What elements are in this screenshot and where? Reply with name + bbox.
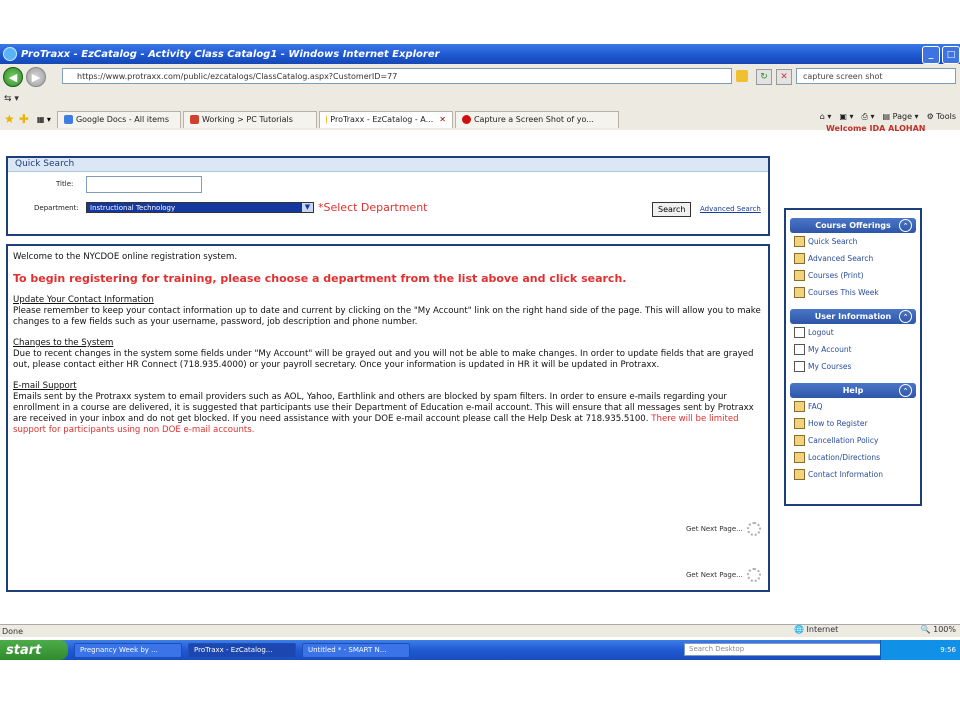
status-bar xyxy=(0,624,960,637)
minimize-button[interactable]: _ xyxy=(922,46,940,64)
required-note: *Select Department xyxy=(318,201,428,214)
welcome-text: Welcome IDA ALOHAN xyxy=(826,124,926,133)
collapse-icon[interactable]: ⌃ xyxy=(899,310,912,323)
browser-search-input[interactable]: capture screen shot xyxy=(796,68,956,84)
tools-menu[interactable]: ⚙ Tools xyxy=(926,112,956,121)
print-icon[interactable]: ⎙ ▾ xyxy=(861,112,875,121)
title-input[interactable] xyxy=(86,176,202,193)
search-button[interactable]: Search xyxy=(652,202,691,217)
links-icon[interactable]: ⇆ ▾ xyxy=(4,94,19,104)
chevron-down-icon[interactable]: ▼ xyxy=(301,202,314,213)
browser-window xyxy=(0,44,960,660)
sidebar-item-location-directions[interactable]: Location/Directions xyxy=(786,449,920,466)
sidebar-item-quick-search[interactable]: Quick Search xyxy=(786,233,920,250)
section-heading: Changes to the System xyxy=(13,338,114,348)
folder-icon xyxy=(794,435,805,446)
support-note: There will be limited support for participants using non DOE e-mail accounts. xyxy=(13,414,739,435)
close-tab-icon[interactable]: ✕ xyxy=(439,115,446,124)
get-next-page-link[interactable]: Get Next Page... xyxy=(686,522,761,536)
document-icon xyxy=(794,327,805,338)
ie-page-icon xyxy=(326,115,327,124)
course-offerings-heading[interactable]: Course Offerings ⌃ xyxy=(790,218,916,233)
taskbar xyxy=(0,640,960,660)
welcome-panel xyxy=(6,244,770,592)
feeds-icon[interactable]: ▣ ▾ xyxy=(839,112,854,121)
get-next-page-link[interactable]: Get Next Page... xyxy=(686,568,761,582)
folder-icon xyxy=(794,418,805,429)
collapse-icon[interactable]: ⌃ xyxy=(899,219,912,232)
sidebar-item-my-account[interactable]: My Account xyxy=(786,341,920,358)
quick-tabs-icon[interactable]: ▦ ▾ xyxy=(36,114,51,124)
ie-icon xyxy=(3,47,17,61)
tutorials-icon xyxy=(190,115,199,124)
title-bar xyxy=(0,44,960,64)
url-field[interactable]: https://www.protraxx.com/public/ezcatalogs/ClassCatalog.aspx?CustomerID=77 xyxy=(62,68,732,84)
lock-icon[interactable] xyxy=(736,70,748,82)
department-label: Department: xyxy=(34,204,79,212)
title-label: Title: xyxy=(56,180,74,188)
tab-bar xyxy=(0,108,960,131)
folder-icon xyxy=(794,452,805,463)
clock: 9:56 xyxy=(940,646,956,654)
taskbar-item[interactable]: ProTraxx - EzCatalog... xyxy=(188,643,296,658)
links-bar xyxy=(0,90,960,109)
forward-button[interactable]: ▶ xyxy=(26,67,46,87)
tab-pc-tutorials[interactable]: Working > PC Tutorials xyxy=(183,111,317,128)
google-docs-icon xyxy=(64,115,73,124)
sidebar-item-courses-print[interactable]: Courses (Print) xyxy=(786,267,920,284)
maximize-button[interactable]: □ xyxy=(942,46,960,64)
quick-search-heading: Quick Search xyxy=(8,158,768,172)
capture-page-icon xyxy=(462,115,471,124)
sidebar-item-logout[interactable]: Logout xyxy=(786,324,920,341)
collapse-icon[interactable]: ⌃ xyxy=(899,384,912,397)
sidebar-item-cancellation-policy[interactable]: Cancellation Policy xyxy=(786,432,920,449)
sidebar xyxy=(784,208,922,506)
security-zone: 🌐 Internet xyxy=(794,625,839,634)
document-icon xyxy=(794,361,805,372)
sidebar-item-courses-this-week[interactable]: Courses This Week xyxy=(786,284,920,301)
section-heading: E-mail Support xyxy=(13,381,77,391)
folder-icon xyxy=(794,236,805,247)
back-button[interactable]: ◀ xyxy=(3,67,23,87)
help-heading[interactable]: Help ⌃ xyxy=(790,383,916,398)
department-select[interactable]: Instructional Technology xyxy=(86,202,314,213)
advanced-search-link[interactable]: Advanced Search xyxy=(700,205,761,213)
sidebar-item-advanced-search[interactable]: Advanced Search xyxy=(786,250,920,267)
favorites-star-icon[interactable]: ★ xyxy=(4,112,15,126)
folder-icon xyxy=(794,469,805,480)
section-heading: Update Your Contact Information xyxy=(13,295,154,305)
folder-icon xyxy=(794,253,805,264)
zoom-level[interactable]: 🔍 100% xyxy=(920,625,956,634)
section-body: Emails sent by the Protraxx system to email providers such as AOL, Yahoo, Earthlink and others are blocked by spam filters. In order to ensure e-mails regarding your enrollment in a course are delivered, it is suggested that participants use their Department of Education e-mail account. This will ensure that all messages sent by Protraxx are received in your inbox and do not get blocked. If you need assistance with your DOE e-mail account please call the Help Desk at 718.935.5100. There will be limited support for participants using non DOE e-mail accounts. xyxy=(13,392,754,435)
user-information-heading[interactable]: User Information ⌃ xyxy=(790,309,916,324)
section-body: Due to recent changes in the system some fields under "My Account" will be grayed out and you will not be able to make changes. In order to update fields that are grayed out, please contact either HR Connect (718.935.4000) or your payroll secretary. Once your information is updated in HR it will be updated in Protraxx. xyxy=(13,349,754,370)
account-icon xyxy=(794,344,805,355)
command-bar xyxy=(820,112,956,122)
folder-icon xyxy=(794,287,805,298)
sidebar-item-my-courses[interactable]: My Courses xyxy=(786,358,920,375)
status-text: Done xyxy=(2,626,24,636)
tab-protraxx[interactable]: ProTraxx - EzCatalog - A... ✕ xyxy=(319,111,453,128)
folder-icon xyxy=(794,401,805,412)
quick-search-panel xyxy=(6,156,770,236)
intro-text: Welcome to the NYCDOE online registration system. xyxy=(13,252,238,262)
page-content xyxy=(0,124,960,620)
headline-text: To begin registering for training, please choose a department from the list above and click search. xyxy=(13,272,627,285)
section-body: Please remember to keep your contact information up to date and current by clicking on the "My Account" link on the right hand side of the page. This will allow you to make changes to a few fields such as your username, password, job description and phone number. xyxy=(13,306,761,327)
home-icon[interactable]: ⌂ ▾ xyxy=(819,112,832,121)
stop-button[interactable]: ✕ xyxy=(776,69,792,85)
start-button[interactable]: start xyxy=(0,640,68,660)
taskbar-item[interactable]: Pregnancy Week by ... xyxy=(74,643,182,658)
folder-icon xyxy=(794,270,805,281)
window-title: ProTraxx - EzCatalog - Activity Class Catalog1 - Windows Internet Explorer xyxy=(21,48,440,60)
sidebar-item-contact-information[interactable]: Contact Information xyxy=(786,466,920,483)
loading-spinner-icon xyxy=(747,568,761,582)
page-menu[interactable]: ▤ Page ▾ xyxy=(882,112,919,121)
desktop-search-input[interactable]: Search Desktop xyxy=(684,643,894,656)
system-tray xyxy=(880,640,960,660)
add-favorites-icon[interactable]: ✚ xyxy=(18,112,29,126)
sidebar-item-how-to-register[interactable]: How to Register xyxy=(786,415,920,432)
sidebar-item-faq[interactable]: FAQ xyxy=(786,398,920,415)
tab-capture-screen[interactable]: Capture a Screen Shot of yo... xyxy=(455,111,619,128)
loading-spinner-icon xyxy=(747,522,761,536)
tab-google-docs[interactable]: Google Docs - All items xyxy=(57,111,181,128)
address-bar xyxy=(0,64,960,91)
refresh-button[interactable]: ↻ xyxy=(756,69,772,85)
taskbar-item[interactable]: Untitled * - SMART N... xyxy=(302,643,410,658)
